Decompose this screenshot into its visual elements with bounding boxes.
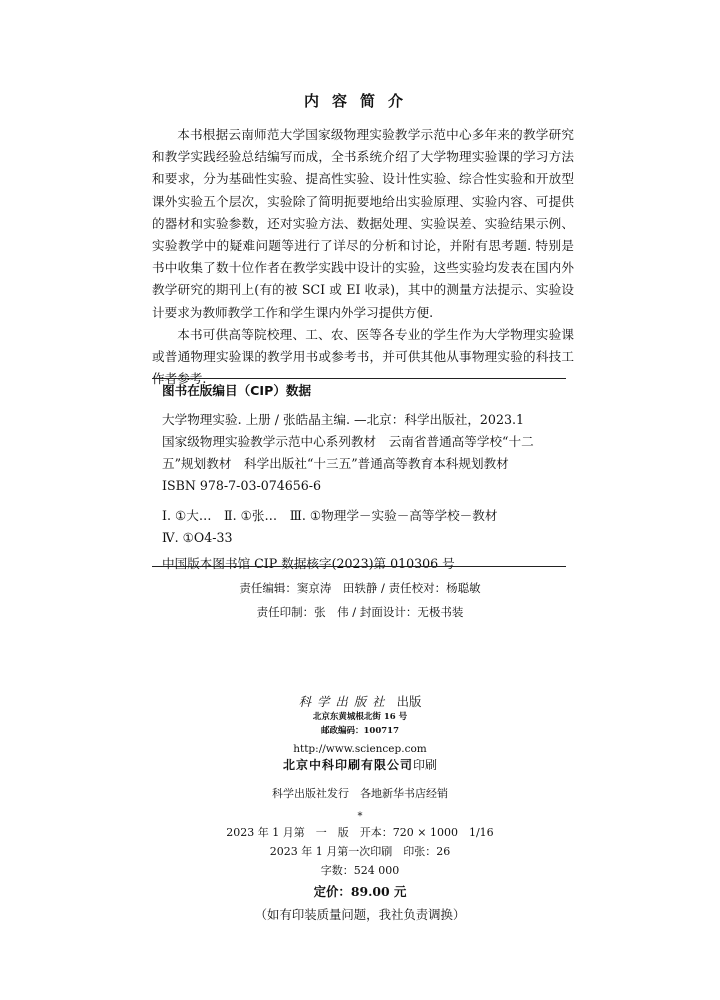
- separator-star: *: [357, 811, 363, 822]
- summary-paragraph-1: 本书根据云南师范大学国家级物理实验教学示范中心多年来的教学研究和教学实践经验总结编写而成，全书系统介绍了大学物理实验课的学习方法和要求，分为基础性实验、提高性实验、设计性实验、综合性实验和开放型课外实验五个层次，实验除了简明扼要地给出实验原理、实验内容、可提供的器材和实验参数，还对实验方法、数据处理、实验误差、实验结果示例、实验教学中的疑难问题等进行了详尽的分析和讨论，并附有思考题. 特别是书中收集了数十位作者在教学实践中设计的实验，这些实验均发表在国内外教学研究的期刊上(有的被 SCI 或 EI 收录)，其中的测量方法提示、实验设计要求为教师教学工作和学生课内外学习提供方便.: [152, 127, 574, 320]
- cip-bottom-rule: [152, 566, 566, 567]
- summary-body: [152, 124, 574, 390]
- publisher-line: [0, 692, 720, 710]
- publisher-postcode: 邮政编码：100717: [321, 726, 399, 736]
- publisher-name: 科学出版社: [298, 694, 391, 709]
- cip-heading: 图书在版编目（CIP）数据: [162, 383, 312, 398]
- cip-series-line-2: 五”规划教材 科学出版社“十三五”普通高等教育本科规划教材: [162, 456, 509, 471]
- publisher-website: http://www.sciencep.com: [293, 743, 427, 755]
- word-count: 字数：524 000: [320, 864, 400, 877]
- cip-title-line: 大学物理实验. 上册 / 张皓晶主编. —北京：科学出版社，2023.1: [162, 412, 524, 427]
- printer-name: 北京中科印刷有限公司: [282, 758, 413, 772]
- cip-classification-1: Ⅰ. ①大… Ⅱ. ①张… Ⅲ. ①物理学－实验－高等学校－教材: [162, 508, 498, 523]
- printer-suffix: 印刷: [413, 758, 438, 772]
- distributor-line: 科学出版社发行 各地新华书店经销: [272, 787, 448, 800]
- summary-paragraph-2: 本书可供高等院校理、工、农、医等各专业的学生作为大学物理实验课或普通物理实验课的教学用书或参考书，并可供其他从事物理实验的科技工作者参考.: [152, 326, 574, 387]
- printer-line: [0, 756, 720, 773]
- publication-block: [0, 692, 720, 926]
- cip-block: [162, 381, 572, 575]
- publisher-address: 北京东黄城根北街 16 号: [312, 712, 408, 722]
- credits-block: [0, 576, 720, 624]
- quality-notice: （如有印装质量问题，我社负责调换）: [254, 907, 466, 922]
- cip-classification-2: Ⅳ. ①O4-33: [162, 530, 233, 545]
- cip-number: 中国版本图书馆 CIP 数据核字(2023)第 010306 号: [162, 556, 455, 571]
- edition-line: 2023 年 1 月第 一 版 开本：720 × 1000 1/16: [226, 826, 494, 839]
- cip-series-line-1: 国家级物理实验教学示范中心系列教材 云南省普通高等学校“十二: [162, 434, 534, 449]
- price: 定价：89.00 元: [313, 884, 407, 899]
- credits-production: 责任印制：张 伟 / 封面设计：无极书装: [256, 605, 464, 619]
- cip-top-rule: [152, 378, 566, 379]
- cip-spacer: [162, 497, 572, 505]
- printing-line: 2023 年 1 月第一次印刷 印张：26: [269, 845, 451, 858]
- credits-editors: 责任编辑：窦京涛 田轶静 / 责任校对：杨聪敏: [239, 581, 481, 595]
- cip-isbn: ISBN 978-7-03-074656-6: [162, 478, 322, 493]
- summary-title: 内容简介: [303, 92, 416, 110]
- publisher-suffix: 出版: [396, 694, 422, 709]
